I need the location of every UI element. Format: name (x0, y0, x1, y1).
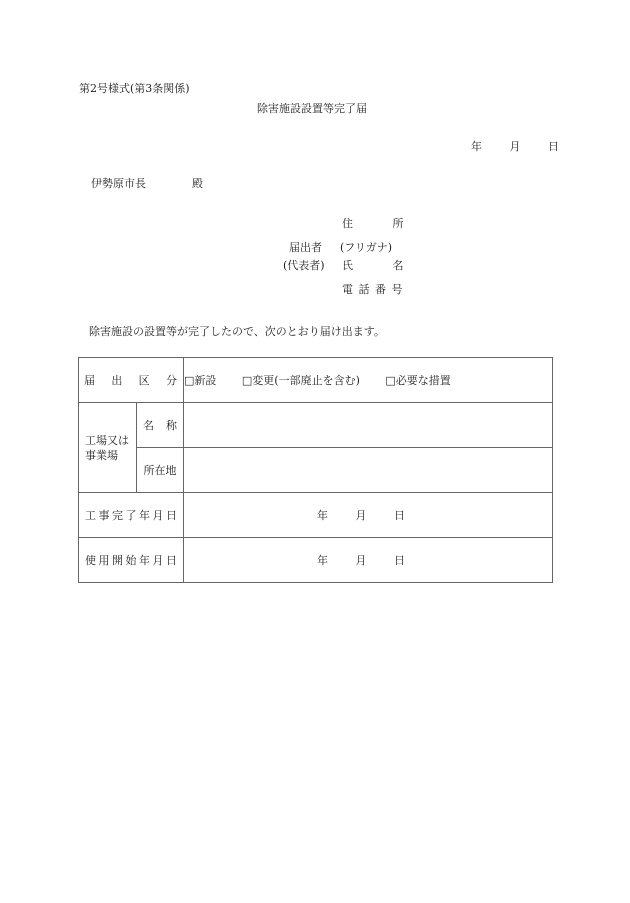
name-label-2: 名 (392, 259, 404, 272)
addressee-honorific: 殿 (192, 177, 203, 190)
name-label-1: 氏 (342, 259, 353, 272)
option-change-checkbox[interactable]: □変更(一部廃止を含む) (241, 374, 360, 387)
start-date-field[interactable]: 年 月 日 (184, 538, 553, 583)
factory-name-field[interactable] (184, 403, 553, 448)
representative-label: (代表者) (283, 259, 325, 272)
completion-date-field[interactable]: 年 月 日 (184, 493, 553, 538)
table-row-factory-location (79, 448, 553, 493)
applicant-label: 届出者 (289, 241, 322, 254)
option-measure-checkbox[interactable]: □必要な措置 (385, 374, 451, 387)
category-label-cell: 届 出 区 分 (79, 358, 184, 403)
document-title: 除害施設設置等完了届 (257, 102, 367, 115)
date-month-label: 月 (509, 140, 521, 153)
address-label-1: 住 (342, 217, 353, 230)
completion-date-label: 工事完了年月日 (79, 493, 184, 538)
address-label-2: 所 (392, 217, 404, 230)
factory-location-label: 所在地 (137, 448, 184, 493)
addressee (91, 175, 203, 191)
table-row-start-date (79, 538, 553, 583)
table-row-completion-date (79, 493, 553, 538)
furigana-label: (フリガナ) (340, 241, 393, 254)
submission-date (471, 138, 559, 154)
form-number: 第2号様式(第3条関係) (79, 82, 190, 95)
option-new-checkbox[interactable]: □新設 (184, 374, 217, 387)
table-row-factory-name (79, 403, 553, 448)
factory-label-cell: 工場又は 事業場 (79, 403, 137, 493)
addressee-name: 伊勢原市長 (91, 177, 146, 190)
phone-label: 電 話 番 号 (342, 283, 404, 296)
date-day-label: 日 (548, 140, 559, 153)
intro-text: 除害施設の設置等が完了したので、次のとおり届け出ます。 (89, 325, 385, 338)
factory-name-label-cell: 名 称 (137, 403, 184, 448)
start-date-label: 使用開始年月日 (79, 538, 184, 583)
category-options-cell (184, 358, 553, 403)
table-row-category (79, 358, 553, 403)
notification-table (78, 357, 553, 583)
date-year-label: 年 (471, 140, 482, 153)
factory-location-field[interactable] (184, 448, 553, 493)
